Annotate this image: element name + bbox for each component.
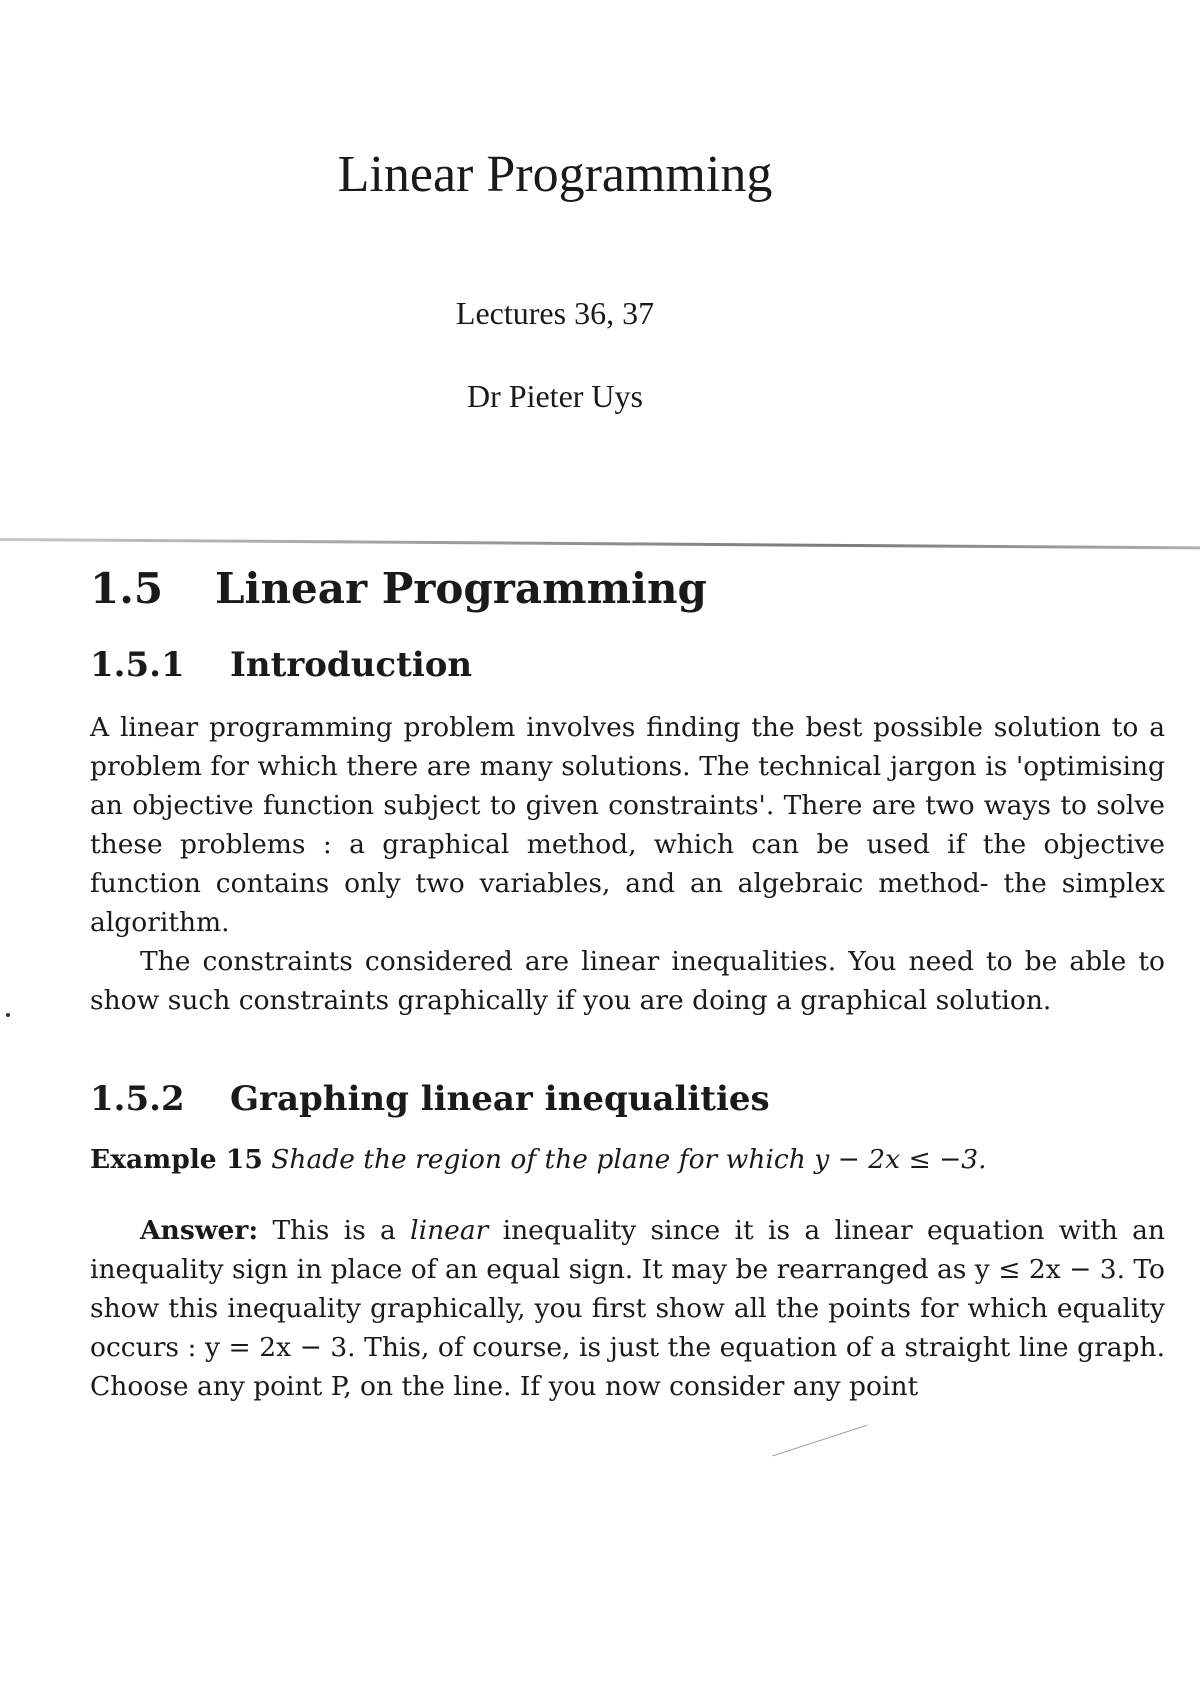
- graphing-heading: [90, 1062, 1165, 1136]
- section-title: Linear Programming: [215, 563, 707, 613]
- intro-title: Introduction: [230, 645, 473, 685]
- example-15: [90, 1140, 1165, 1179]
- answer-paragraph: [90, 1211, 1165, 1406]
- graphing-title: Graphing linear inequalities: [230, 1079, 770, 1119]
- answer-emphasis: linear: [410, 1215, 489, 1246]
- intro-paragraph-1: A linear programming problem involves finding the best possible solution to a problem for which there are many solutions. The technical jargon is 'optimising an objective function subject to given constraints'. There are two ways to solve these problems : a graphical method, which can be used if the objective function contains only two variables, and an algebraic method- the simplex algorithm.: [90, 712, 1165, 938]
- example-text: Shade the region of the plane for which y − 2x ≤ −3.: [271, 1144, 987, 1175]
- cover-lectures: Lectures 36, 37: [455, 295, 655, 331]
- section-number: 1.5: [90, 563, 164, 613]
- cover-author: Dr Pieter Uys: [467, 378, 643, 414]
- scan-speck: [6, 1013, 10, 1017]
- answer-text-1: This is a: [258, 1215, 411, 1246]
- answer-text-2: inequality since it is a linear equation with an inequality sign in place of an equal sign. It may be rearranged as y ≤ 2x − 3. To show this inequality graphically, you first show all the points for which equality occurs : y = 2x − 3. This, of course, is just the equation of a straight line graph. Choose any point P, on the line. If you now consider any point: [90, 1215, 1165, 1402]
- cover-title: Linear Programming: [337, 146, 773, 203]
- section-heading: [90, 548, 1165, 628]
- intro-number: 1.5.1: [90, 645, 185, 685]
- scan-scratch: [772, 1425, 867, 1457]
- content: [90, 548, 1165, 1406]
- intro-heading: [90, 628, 1165, 702]
- answer-label: Answer:: [140, 1215, 259, 1246]
- intro-paragraph-2: The constraints considered are linear inequalities. You need to be able to show such constraints graphically if you are doing a graphical solution.: [90, 946, 1165, 1016]
- graphing-number: 1.5.2: [90, 1079, 185, 1119]
- example-label: Example 15: [90, 1144, 263, 1175]
